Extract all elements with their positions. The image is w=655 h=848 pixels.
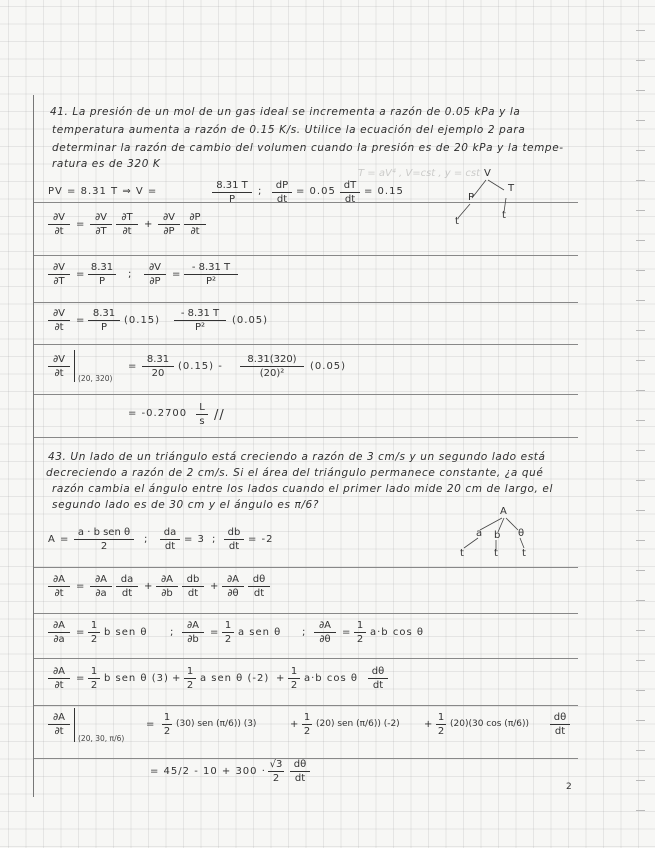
p41-eq1-rate-t: dT dt [340,180,360,205]
p41-eq1-rate-t-value: = 0.15 [364,186,404,197]
p43-eq1-sep-1: ; [144,534,149,545]
p43-eq5-equals: = [146,719,156,730]
p43-eq2-dthetadt: dθ dt [248,574,270,599]
p43-eq3-dAda: ∂A ∂a [48,620,70,645]
p43-eq2-dAdb: ∂A ∂b [156,574,178,599]
p43-eq3-dAdtheta: ∂A ∂θ [314,620,336,645]
p41-eq1-sep: ; [258,186,263,197]
p43-eq6-dthetadt: dθ dt [290,759,310,784]
p43-eq2-dAdtheta: ∂A ∂θ [222,574,244,599]
p41-eq3-dvdP: ∂V ∂P [144,262,166,287]
p43-eq3-c-coef: 1 2 [354,620,366,645]
p41-eq5-term1-tail: (0.15) - [178,361,223,372]
p43-statement-line-2: decreciendo a razón de 2 cm/s. Si el área del triángulo permanece constante, ¿a qué [46,467,544,479]
p43-eq2-equals: = [76,581,86,592]
p41-eq2-dvdP: ∂V ∂P [158,212,180,237]
p43-eq2-dbdt: db dt [182,574,204,599]
p43-tree-leaf-3: t [522,548,527,559]
p41-eq4-term2-tail: (0.05) [232,315,269,326]
p41-statement-line-4: ratura es de 320 K [52,158,161,170]
p43-eq6-sqrt3-fraction: √3 2 [269,759,283,784]
p43-tree-branch-b: b [494,530,502,541]
p41-eq2-dTdt: ∂T ∂t [116,212,138,237]
p43-eq5-plus-2: + [424,719,434,730]
p43-eq5-dthetadt: dθ dt [550,712,570,737]
p43-tree-leaf-2: t [494,548,499,559]
p41-eq1-rate-p-value: = 0.05 [296,186,336,197]
p41-tree-mid-right: T [508,183,516,194]
p43-eq3-dAdb: ∂A ∂b [182,620,204,645]
p43-eq4-equals: = [76,673,86,684]
p41-eq3-sep: ; [128,269,133,280]
p41-eq5-eval-bar [74,350,75,382]
p41-eq4-term2: - 8.31 T P² [174,308,226,333]
p43-eq4-dthetadt: dθ dt [368,666,388,691]
p41-statement-line-3: determinar la razón de cambio del volumen cuando la presión es de 20 kPa y la tempe- [52,142,564,154]
p41-result-unit: L s [196,402,208,427]
p43-tree-root: A [500,506,508,517]
p43-eq3-c-equals: = [342,627,352,638]
separator-rule [34,394,578,395]
p41-eq4-term1-tail: (0.15) [124,315,161,326]
p43-eq5-eval-point: (20, 30, π/6) [78,734,125,743]
p43-eq4-t2-coef: 1 2 [184,666,196,691]
p43-eq4-t3-tail: a·b cos θ [304,673,358,684]
p41-eq4-equals: = [76,315,86,326]
separator-rule [34,613,578,614]
p43-statement-line-4: segundo lado es de 30 cm y el ángulo es π/6? [52,499,320,511]
p43-eq5-t1-coef: 1 2 [163,712,171,737]
p41-eq1-rate-p: dP dt [272,180,292,205]
p43-eq3-b-tail: a sen θ [238,627,282,638]
p41-eq5-equals: = [128,361,138,372]
p43-eq2-plus-1: + [144,581,154,592]
separator-rule [34,658,578,659]
p43-eq4-t1-tail: b sen θ (3) [104,673,169,684]
p43-eq1-area-fraction: a · b sen θ 2 [74,527,134,552]
p43-tree-branch-theta: θ [518,528,526,539]
p43-eq3-b-coef: 1 2 [222,620,234,645]
p41-tree-leaf-right: t [502,210,507,221]
p43-eq4-t2-tail: a sen θ (-2) [200,673,270,684]
p43-eq5-t3-tail: (20)(30 cos (π/6)) [450,719,530,729]
p41-eq3-dvdP-value: - 8.31 T P² [184,262,238,287]
p43-eq1-sep-2: ; [212,534,217,545]
p41-statement-line-2: temperatura aumenta a razón de 0.15 K/s. Utilice la ecuación del ejemplo 2 para [52,124,526,136]
p43-eq5-eval-bar [74,708,75,742]
p41-eq5-term2: 8.31(320) (20)² [240,354,304,379]
p41-statement-line-1: 41. La presión de un mol de un gas ideal se incrementa a razón de 0.05 kPa y la [50,106,521,118]
p41-tree-leaf-left: t [455,216,460,227]
p41-eq5-dvdt: ∂V ∂t [48,354,70,379]
p43-eq5-t2-coef: 1 2 [303,712,311,737]
p43-eq3-a-coef: 1 2 [88,620,100,645]
p41-eq2-equals: = [76,219,86,230]
p43-tree-branch-a: a [476,528,484,539]
p41-eq2-dPdt: ∂P ∂t [184,212,206,237]
separator-rule [34,302,578,303]
p43-eq6-lhs: = 45/2 - 10 + 300 · [150,766,266,777]
p41-eq3-dvdT-value: 8.31 P [88,262,116,287]
p41-eq3-equals-1: = [76,269,86,280]
p43-eq1-lhs: A = [48,534,70,545]
p43-eq3-b-equals: = [210,627,220,638]
p43-eq4-plus-1: + [172,673,182,684]
separator-rule [34,344,578,345]
p41-eq4-dvdt: ∂V ∂t [48,308,70,333]
p43-eq1-rate-b-value: = -2 [248,534,274,545]
p41-eq1-fraction: 8.31 T P [212,180,252,205]
separator-rule [34,255,578,256]
page-number: 2 [566,782,573,792]
p43-eq3-c-tail: a·b cos θ [370,627,424,638]
p43-eq2-dAdt: ∂A ∂t [48,574,70,599]
p43-eq1-rate-a-value: = 3 [184,534,205,545]
p41-result-value: = -0.2700 [128,408,188,419]
p41-eq2-dvdT: ∂V ∂T [90,212,112,237]
p43-eq4-t1-coef: 1 2 [88,666,100,691]
p41-eq1-lhs: PV = 8.31 T ⇒ V = [48,186,158,197]
p43-eq5-t2-tail: (20) sen (π/6)) (-2) [316,719,400,729]
p43-eq4-t3-coef: 1 2 [288,666,300,691]
p41-tree-mid-left: P [468,192,476,203]
p43-tree-leaf-1: t [460,548,465,559]
p41-eq3-equals-2: = [172,269,182,280]
p41-eq5-term1: 8.31 20 [142,354,174,379]
p43-eq1-rate-b: db dt [224,527,244,552]
p41-tree-root: V [484,168,492,179]
separator-rule [34,437,578,438]
p43-statement-line-1: 43. Un lado de un triángulo está creciendo a razón de 3 cm/s y un segundo lado está [48,451,546,463]
p41-result-mark: // [214,408,225,423]
p41-faint-note: T = aV⁴ , V=cst , y = cst [358,168,481,179]
p43-eq3-a-tail: b sen θ [104,627,148,638]
p43-eq1-rate-a: da dt [160,527,180,552]
p41-eq2-dvdt: ∂V ∂t [48,212,70,237]
p43-eq3-sep-2: ; [302,627,307,638]
p43-eq3-sep-1: ; [170,627,175,638]
p43-statement-line-3: razón cambia el ángulo entre los lados cuando el primer lado mide 20 cm de largo, el [52,483,554,495]
p43-eq4-dAdt: ∂A ∂t [48,666,70,691]
p41-eq3-dvdT: ∂V ∂T [48,262,70,287]
p43-eq2-plus-2: + [210,581,220,592]
p43-eq5-t1-tail: (30) sen (π/6)) (3) [176,719,257,729]
p41-eq4-term1: 8.31 P [88,308,120,333]
p43-eq5-t3-coef: 1 2 [437,712,445,737]
margin-line [33,95,34,797]
p43-eq2-dadt: da dt [116,574,138,599]
p41-eq2-plus: + [144,219,154,230]
separator-rule [34,705,578,706]
p43-eq3-a-equals: = [76,627,86,638]
p43-eq2-dAda: ∂A ∂a [90,574,112,599]
p41-eq5-term2-tail: (0.05) [310,361,347,372]
p43-eq5-plus-1: + [290,719,300,730]
p43-eq5-dAdt: ∂A ∂t [48,712,70,737]
p43-eq4-plus-2: + [276,673,286,684]
p41-eq5-eval-point: (20, 320) [78,374,113,383]
